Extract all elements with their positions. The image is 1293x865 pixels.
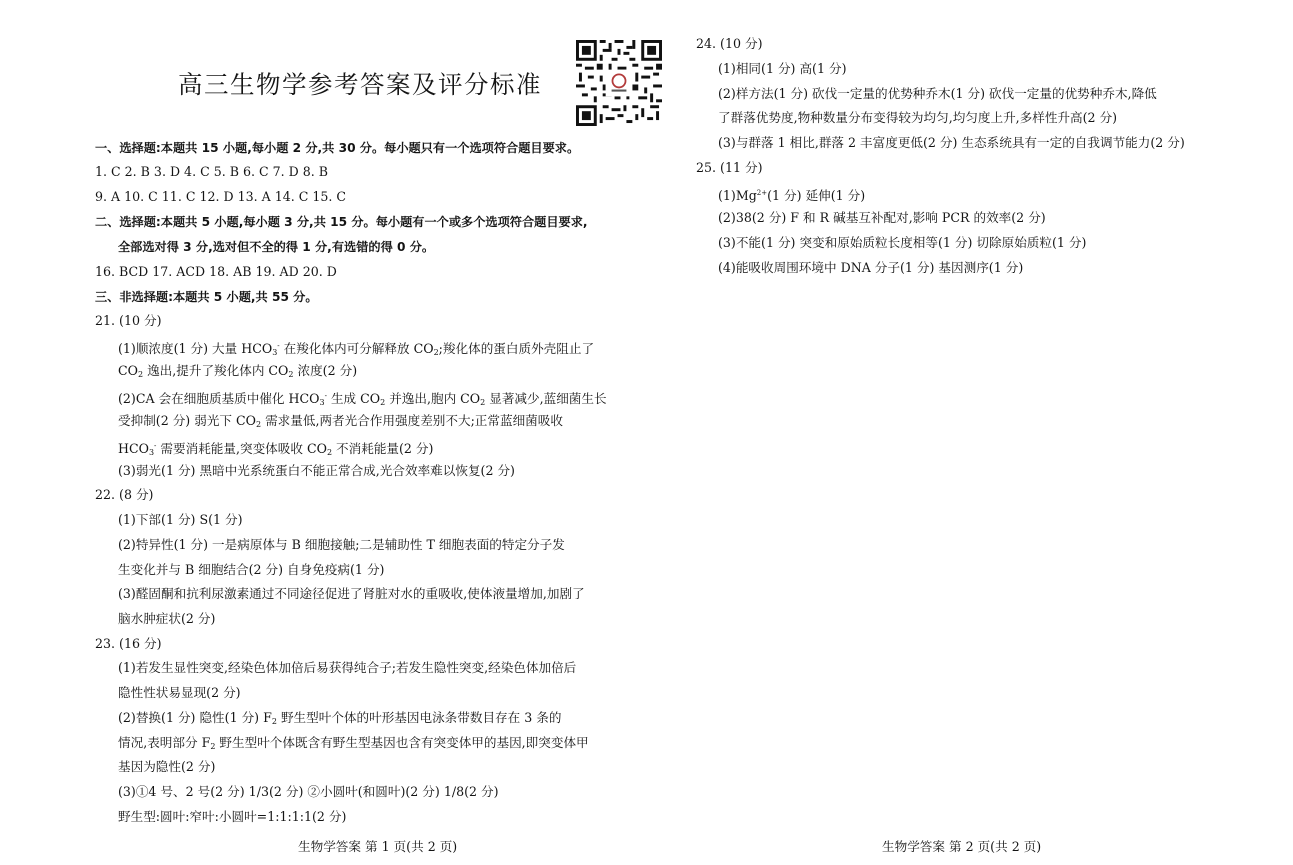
page-footer: 生物学答案 第 2 页(共 2 页) bbox=[882, 839, 1042, 854]
q24-line: (1)相同(1 分) 高(1 分) bbox=[718, 61, 847, 76]
q22-heading: 22. (8 分) bbox=[95, 487, 154, 502]
q24-heading: 24. (10 分) bbox=[696, 36, 763, 51]
q23-line: (1)若发生显性突变,经染色体加倍后易获得纯合子;若发生隐性突变,经染色体加倍后 bbox=[118, 660, 577, 675]
q21-line: (3)弱光(1 分) 黑暗中光系统蛋白不能正常合成,光合效率难以恢复(2 分) bbox=[118, 463, 515, 478]
q23-line: (3)①4 号、2 号(2 分) 1/3(2 分) ②小圆叶(和圆叶)(2 分) 1/8(2 分) bbox=[118, 784, 499, 799]
q24-line: (3)与群落 1 相比,群落 2 丰富度更低(2 分) 生态系统具有一定的自我调节能力(2 分) bbox=[718, 135, 1185, 150]
q24-line: 了群落优势度,物种数量分布变得较为均匀,均匀度上升,多样性升高(2 分) bbox=[718, 110, 1118, 125]
q21-line: (1)顺浓度(1 分) 大量 $HCO_3^-$ 在羧化体内可分解释放 $CO_2$;羧化体的蛋白质外壳阻止了 bbox=[118, 341, 595, 357]
section-2-answers-row: 16. BCD 17. ACD 18. AB 19. AD 20. D bbox=[95, 264, 337, 279]
q22-line: (2)特异性(1 分) 一是病原体与 B 细胞接触;二是辅助性 T 细胞表面的特定分子发 bbox=[118, 537, 565, 552]
section-1-header: 一、选择题:本题共 15 小题,每小题 2 分,共 30 分。每小题只有一个选项符合题目要求。 bbox=[95, 141, 580, 155]
q23-line: 野生型:圆叶:窄叶:小圆叶=1:1:1:1(2 分) bbox=[118, 809, 347, 824]
q23-line: 基因为隐性(2 分) bbox=[118, 759, 216, 774]
q21-line: (2)CA 会在细胞质基质中催化 $HCO_3^-$ 生成 $CO_2$ 并逸出,胞内 $CO_2$ 显著减少,蓝细菌生长 bbox=[118, 391, 607, 407]
q21-heading: 21. (10 分) bbox=[95, 313, 162, 328]
answer-page-2 bbox=[668, 0, 1293, 865]
q21-line: $HCO_3^-$ 需要消耗能量,突变体吸收 $CO_2$ 不消耗能量(2 分) bbox=[118, 441, 434, 457]
section-2-header-cont: 全部选对得 3 分,选对但不全的得 1 分,有选错的得 0 分。 bbox=[118, 240, 435, 254]
q25-line: (4)能吸收周围环境中 DNA 分子(1 分) 基因测序(1 分) bbox=[718, 260, 1024, 275]
q21-line: 受抑制(2 分) 弱光下 $CO_2$ 需求量低,两者光合作用强度差别不大;正常蓝细菌吸收 bbox=[118, 413, 563, 429]
section-1-answers-row-2: 9. A 10. C 11. C 12. D 13. A 14. C 15. C bbox=[95, 189, 347, 204]
q23-heading: 23. (16 分) bbox=[95, 636, 162, 651]
q22-line: (3)醛固酮和抗利尿激素通过不同途径促进了肾脏对水的重吸收,使体液量增加,加剧了 bbox=[118, 586, 585, 601]
section-2-header: 二、选择题:本题共 5 小题,每小题 3 分,共 15 分。每小题有一个或多个选项符合题目要求, bbox=[95, 215, 588, 229]
q23-line: 情况,表明部分 $F_2$ 野生型叶个体既含有野生型基因也含有突变体甲的基因,即突变体甲 bbox=[118, 735, 589, 751]
qr-code bbox=[576, 40, 662, 126]
q25-line: (3)不能(1 分) 突变和原始质粒长度相等(1 分) 切除原始质粒(1 分) bbox=[718, 235, 1087, 250]
q25-line: (2)38(2 分) F 和 R 碱基互补配对,影响 PCR 的效率(2 分) bbox=[718, 210, 1046, 225]
q21-line: $CO_2$ 逸出,提升了羧化体内 $CO_2$ 浓度(2 分) bbox=[118, 363, 358, 379]
page-title: 高三生物学参考答案及评分标准 bbox=[178, 70, 542, 99]
q25-line: $(1)Mg^{2+}(1$ 分) 延伸(1 分) bbox=[718, 188, 866, 203]
section-3-header: 三、非选择题:本题共 5 小题,共 55 分。 bbox=[95, 290, 318, 304]
section-1-answers-row-1: 1. C 2. B 3. D 4. C 5. B 6. C 7. D 8. B bbox=[95, 164, 329, 179]
q22-line: (1)下部(1 分) S(1 分) bbox=[118, 512, 243, 527]
q22-line: 生变化并与 B 细胞结合(2 分) 自身免疫病(1 分) bbox=[118, 562, 385, 577]
page-footer: 生物学答案 第 1 页(共 2 页) bbox=[298, 839, 458, 854]
q24-line: (2)样方法(1 分) 砍伐一定量的优势种乔木(1 分) 砍伐一定量的优势种乔木,降低 bbox=[718, 86, 1157, 101]
q22-line: 脑水肿症状(2 分) bbox=[118, 611, 216, 626]
q23-line: (2)替换(1 分) 隐性(1 分) $F_2$ 野生型叶个体的叶形基因电泳条带数目存在 3 条的 bbox=[118, 710, 562, 726]
q23-line: 隐性性状易显现(2 分) bbox=[118, 685, 241, 700]
q25-heading: 25. (11 分) bbox=[696, 160, 763, 175]
